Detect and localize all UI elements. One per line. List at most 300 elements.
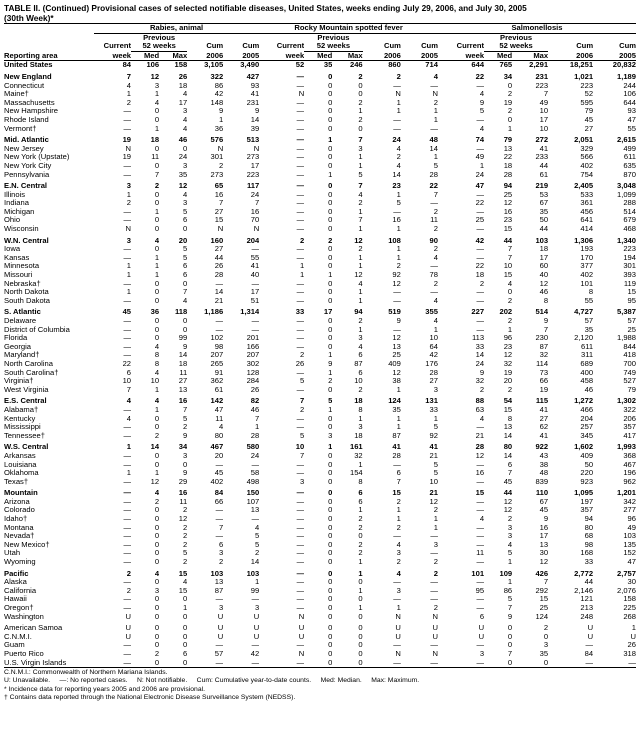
value-cell: — (123, 170, 132, 179)
value-cell: 128 (246, 368, 260, 377)
value-cell: — (251, 515, 260, 524)
table-row (4, 515, 636, 524)
value-cell: 33 (295, 307, 305, 317)
value-cell: 25 (503, 190, 513, 199)
value-cell: 98 (584, 540, 594, 549)
value-cell: — (476, 288, 485, 297)
value-cell: N (395, 90, 401, 99)
value-cell: — (476, 641, 485, 650)
value-cell: 68 (584, 532, 594, 541)
value-cell: 10 (122, 377, 132, 386)
value-cell: 18 (539, 245, 549, 254)
value-cell: 45 (122, 307, 132, 317)
reporting-area-cell: New Mexico† (4, 540, 50, 549)
value-cell: 106 (623, 90, 636, 99)
col-2006: 2006 (187, 51, 223, 61)
value-cell: — (296, 515, 305, 524)
value-cell: 1 (433, 523, 438, 532)
value-cell: U (432, 632, 438, 641)
value-cell: 32 (475, 377, 485, 386)
value-cell: 87 (354, 359, 363, 368)
reporting-area-cell: Alabama† (4, 405, 39, 414)
value-cell: 0 (154, 107, 160, 116)
value-cell: 25 (475, 216, 485, 225)
value-cell: 0 (358, 124, 363, 133)
value-cell: 0 (328, 334, 333, 343)
value-cell: 3 (479, 649, 485, 658)
value-cell: 102 (210, 334, 224, 343)
value-cell: 154 (349, 469, 363, 478)
value-cell: 24 (250, 451, 260, 460)
value-cell: 223 (535, 81, 549, 90)
value-cell: 42 (429, 351, 438, 360)
value-cell: 466 (580, 405, 594, 414)
value-cell: 1,099 (616, 190, 636, 199)
value-cell: — (430, 641, 438, 650)
reporting-area-cell: Hawaii (4, 595, 27, 604)
value-cell: 0 (328, 207, 333, 216)
value-cell: 8 (358, 477, 363, 486)
value-cell: 1 (358, 288, 363, 297)
value-cell: — (123, 279, 132, 288)
value-cell: 219 (535, 181, 549, 191)
value-cell: 4 (479, 124, 485, 133)
value-cell: 0 (154, 658, 160, 667)
value-cell: 1 (126, 190, 132, 199)
value-cell: 41 (250, 90, 260, 99)
value-cell: 0 (154, 245, 160, 254)
value-cell: 0 (328, 578, 333, 587)
value-cell: 0 (358, 578, 363, 587)
value-cell: 962 (623, 477, 636, 486)
value-cell: — (430, 549, 438, 558)
value-cell: — (476, 595, 485, 604)
value-cell: 13 (392, 342, 401, 351)
value-cell: 160 (210, 235, 224, 245)
value-cell: 0 (154, 641, 160, 650)
value-cell: 345 (580, 431, 594, 440)
value-cell: 5 (433, 469, 438, 478)
value-cell: 3 (182, 161, 188, 170)
value-cell: 79 (503, 135, 513, 145)
value-cell: 533 (580, 190, 594, 199)
value-cell: — (296, 586, 305, 595)
reporting-area-cell: Mid. Atlantic (4, 135, 49, 145)
value-cell: 2 (358, 98, 363, 107)
value-cell: 0 (328, 262, 333, 271)
value-cell: 1 (433, 107, 438, 116)
value-cell: 8 (358, 405, 363, 414)
value-cell: 0 (328, 90, 333, 99)
value-cell: 0 (358, 532, 363, 541)
value-cell: 248 (580, 612, 594, 621)
value-cell: 67 (539, 199, 549, 208)
value-cell: 166 (246, 342, 260, 351)
value-cell: 223 (246, 170, 260, 179)
value-cell: 5 (507, 549, 513, 558)
value-cell: 12 (178, 181, 188, 191)
value-cell: 576 (210, 135, 224, 145)
value-cell: 7 (543, 325, 549, 334)
value-cell: 0 (328, 477, 333, 486)
value-cell: 46 (584, 385, 594, 394)
value-cell: 168 (580, 549, 594, 558)
value-cell: 0 (328, 523, 333, 532)
value-cell: 1 (154, 253, 160, 262)
value-cell: — (296, 279, 305, 288)
value-cell: 35 (323, 60, 333, 70)
reporting-area-cell: Massachusetts (4, 98, 55, 107)
value-cell: N (217, 225, 224, 234)
value-cell: — (585, 658, 594, 667)
value-cell: 3 (543, 641, 549, 650)
value-cell: 20 (214, 451, 224, 460)
value-cell: 11 (430, 216, 438, 225)
value-cell: 9 (182, 469, 188, 478)
table-row (4, 133, 636, 145)
value-cell: 10 (539, 124, 549, 133)
value-cell: 1 (396, 506, 401, 515)
table-row (4, 659, 636, 668)
value-cell: 14 (250, 115, 260, 124)
value-cell: 29 (178, 477, 188, 486)
value-cell: 36 (150, 307, 160, 317)
value-cell: 113 (471, 334, 485, 343)
value-cell: U (478, 623, 485, 633)
value-cell: 117 (246, 181, 260, 191)
value-cell: — (123, 506, 132, 515)
title-line-2: (30th Week)* (4, 13, 54, 23)
value-cell: 45 (214, 469, 224, 478)
value-cell: 12 (178, 515, 188, 524)
value-cell: — (476, 207, 485, 216)
value-cell: 2 (218, 558, 224, 567)
value-cell: 1 (358, 225, 363, 234)
value-cell: 15 (627, 288, 636, 297)
value-cell: U (587, 632, 594, 641)
value-cell: 2 (358, 515, 363, 524)
value-cell: — (215, 532, 224, 541)
value-cell: 5 (507, 595, 513, 604)
value-cell: 24 (475, 359, 485, 368)
value-cell: 277 (623, 506, 636, 515)
value-cell: — (476, 296, 485, 305)
value-cell: — (476, 190, 485, 199)
value-cell: 10 (295, 442, 305, 452)
col-week: week (438, 51, 484, 61)
value-cell: 1 (328, 271, 333, 280)
value-cell: 12 (354, 271, 363, 280)
value-cell: 1 (396, 515, 401, 524)
table-body (4, 61, 636, 667)
value-cell: — (296, 199, 305, 208)
value-cell: N (253, 225, 260, 234)
value-cell: 38 (392, 377, 401, 386)
value-cell: 28 (429, 368, 438, 377)
value-cell: 93 (627, 107, 636, 116)
value-cell: 357 (580, 506, 594, 515)
value-cell: 47 (214, 405, 224, 414)
table-row (4, 578, 636, 587)
col-max: Max (512, 51, 548, 61)
value-cell: — (393, 658, 401, 667)
table-row (4, 650, 636, 659)
value-cell: 8 (154, 359, 160, 368)
reporting-area-cell: Louisiana (4, 460, 37, 469)
value-cell: 34 (178, 442, 188, 452)
value-cell: 55 (584, 296, 594, 305)
value-cell: 0 (328, 641, 333, 650)
value-cell: 26 (214, 262, 224, 271)
value-cell: 595 (580, 98, 594, 107)
reporting-area-cell: District of Columbia (4, 325, 70, 334)
value-cell: 35 (392, 405, 401, 414)
value-cell: 1,988 (616, 334, 636, 343)
value-cell: — (123, 460, 132, 469)
value-cell: 0 (154, 506, 160, 515)
table-row (4, 613, 636, 622)
value-cell: 402 (210, 477, 224, 486)
value-cell: 0 (328, 460, 333, 469)
value-cell: 1 (328, 170, 333, 179)
value-cell: 1,189 (616, 71, 636, 81)
value-cell: 108 (388, 235, 401, 245)
value-cell: — (123, 595, 132, 604)
value-cell: 3 (154, 586, 160, 595)
value-cell: 689 (580, 359, 594, 368)
table-row (4, 386, 636, 395)
value-cell: N (217, 144, 224, 153)
value-cell: 7 (218, 199, 224, 208)
value-cell: 193 (580, 245, 594, 254)
value-cell: 0 (154, 216, 160, 225)
value-cell: 79 (627, 385, 636, 394)
value-cell: 96 (503, 334, 513, 343)
value-cell: 2 (507, 107, 513, 116)
value-cell: 2 (358, 317, 363, 325)
value-cell: 2 (507, 317, 513, 325)
value-cell: 36 (214, 124, 224, 133)
value-cell: 0 (358, 658, 363, 667)
reporting-area-cell: U.S. Virgin Islands (4, 658, 67, 667)
reporting-area-cell: New Hampshire (4, 107, 59, 116)
value-cell: 8 (507, 414, 513, 423)
value-cell: 1 (154, 405, 160, 414)
value-cell: 2 (182, 423, 188, 432)
value-cell: 30 (539, 549, 549, 558)
value-cell: 220 (580, 469, 594, 478)
value-cell: 12 (429, 497, 438, 506)
value-cell: 922 (535, 442, 549, 452)
value-cell: 409 (580, 451, 594, 460)
value-cell: — (251, 317, 260, 325)
value-cell: 0 (328, 515, 333, 524)
reporting-area-cell: Illinois (4, 190, 26, 199)
value-cell: 7 (255, 414, 260, 423)
value-cell: — (251, 279, 260, 288)
value-cell: — (296, 115, 305, 124)
value-cell: 1 (154, 385, 160, 394)
value-cell: 27 (584, 124, 594, 133)
reporting-area-cell: Oregon† (4, 604, 34, 612)
value-cell: — (123, 532, 132, 541)
value-cell: 5 (479, 107, 485, 116)
value-cell: 1 (358, 107, 363, 116)
value-cell: 1 (631, 623, 636, 633)
value-cell: 0 (328, 385, 333, 394)
value-cell: 9 (396, 317, 401, 325)
value-cell: 1 (358, 253, 363, 262)
table-row (4, 498, 636, 507)
value-cell: 11 (151, 153, 160, 162)
value-cell: 16 (214, 190, 224, 199)
value-cell: 1 (299, 271, 305, 280)
value-cell: 87 (214, 586, 224, 595)
value-cell: 0 (358, 81, 363, 90)
value-cell: — (215, 658, 224, 667)
value-cell: 21 (429, 488, 438, 498)
col-current: Current (103, 42, 132, 51)
reporting-area-cell: Delaware (4, 317, 37, 325)
value-cell: — (476, 253, 485, 262)
reporting-area-cell: Pacific (4, 568, 29, 578)
value-cell: — (123, 351, 132, 360)
value-cell: 322 (623, 405, 636, 414)
value-cell: 0 (328, 451, 333, 460)
value-cell: 7 (182, 288, 188, 297)
value-cell: 3 (358, 144, 363, 153)
value-cell: 2 (358, 245, 363, 254)
table-row (4, 461, 636, 470)
value-cell: — (215, 506, 224, 515)
value-cell: 0 (328, 115, 333, 124)
value-cell: 74 (475, 135, 485, 145)
value-cell: 15 (503, 405, 513, 414)
value-cell: 2 (507, 385, 513, 394)
value-cell: — (476, 477, 485, 486)
value-cell: 1 (507, 325, 513, 334)
value-cell: — (123, 124, 132, 133)
reporting-area-cell: Alaska (4, 578, 27, 587)
value-cell: 2 (358, 523, 363, 532)
value-cell: 2 (433, 207, 438, 216)
value-cell: 0 (328, 199, 333, 208)
value-cell: 12 (354, 235, 363, 245)
value-cell: 4 (154, 368, 160, 377)
value-cell: — (296, 532, 305, 541)
value-cell: 28 (250, 431, 260, 440)
value-cell: 679 (623, 216, 636, 225)
value-cell: 51 (250, 296, 260, 305)
value-cell: 60 (539, 262, 549, 271)
value-cell: 11 (179, 368, 188, 377)
value-cell: 6 (358, 368, 363, 377)
value-cell: 8 (588, 288, 594, 297)
value-cell: 118 (174, 307, 188, 317)
value-cell: 0 (328, 414, 333, 423)
reporting-area-cell: Nevada† (4, 532, 35, 541)
value-cell: 28 (392, 451, 401, 460)
value-cell: — (476, 497, 485, 506)
footnote-cnmi: C.N.M.I.: Commonwealth of Northern Mariana Islands. (4, 669, 168, 677)
value-cell: N (432, 612, 438, 621)
value-cell: 41 (539, 405, 549, 414)
value-cell: 467 (623, 460, 636, 469)
value-cell: 4 (479, 414, 485, 423)
table-row (4, 432, 636, 441)
value-cell: 231 (246, 98, 260, 107)
value-cell: 0 (154, 604, 160, 612)
table-row (4, 633, 636, 642)
value-cell: — (393, 595, 401, 604)
table-row (4, 406, 636, 415)
value-cell: 1,993 (616, 442, 636, 452)
table-row (4, 558, 636, 567)
reporting-area-cell: W.N. Central (4, 235, 49, 245)
value-cell: 0 (358, 649, 363, 658)
value-cell: 4 (218, 423, 224, 432)
reporting-area-cell: Vermont† (4, 124, 37, 133)
value-cell: 62 (539, 423, 549, 432)
value-cell: 0 (328, 161, 333, 170)
value-cell: 44 (584, 578, 594, 587)
table-row (4, 262, 636, 271)
value-cell: 2 (154, 497, 160, 506)
value-cell: 22 (429, 181, 438, 191)
value-cell: 4 (255, 523, 260, 532)
value-cell: 18 (354, 396, 363, 406)
value-cell: 0 (182, 279, 188, 288)
value-cell: 4,727 (574, 307, 594, 317)
value-cell: 0 (328, 71, 333, 81)
value-cell: — (296, 216, 305, 225)
value-cell: 0 (182, 658, 188, 667)
value-cell: — (123, 649, 132, 658)
value-cell: 4 (126, 414, 132, 423)
value-cell: 16 (539, 523, 549, 532)
value-cell: — (296, 144, 305, 153)
value-cell: 95 (475, 586, 485, 595)
value-cell: 0 (154, 595, 160, 604)
value-cell: 0 (154, 612, 160, 621)
value-cell: 4 (433, 71, 438, 81)
value-cell: 0 (507, 288, 513, 297)
table-row (4, 595, 636, 604)
value-cell: — (215, 515, 224, 524)
value-cell: 25 (392, 351, 401, 360)
value-cell: 1 (396, 107, 401, 116)
value-cell: 96 (627, 515, 636, 524)
value-cell: 0 (328, 532, 333, 541)
value-cell: 115 (535, 396, 549, 406)
value-cell: 1 (396, 414, 401, 423)
value-cell: 16 (178, 488, 188, 498)
value-cell: 1 (358, 506, 363, 515)
value-cell: 0 (182, 325, 188, 334)
value-cell: 3,490 (240, 60, 260, 70)
value-cell: 0 (358, 595, 363, 604)
value-cell: 13 (178, 385, 188, 394)
value-cell: 79 (584, 107, 594, 116)
reporting-area-cell: Utah (4, 549, 21, 558)
value-cell: — (123, 488, 132, 498)
value-cell: 0 (182, 144, 188, 153)
value-cell: 527 (623, 377, 636, 386)
value-cell: 1 (433, 153, 438, 162)
table-row (4, 621, 636, 633)
value-cell: 7 (433, 190, 438, 199)
value-cell: — (296, 170, 305, 179)
